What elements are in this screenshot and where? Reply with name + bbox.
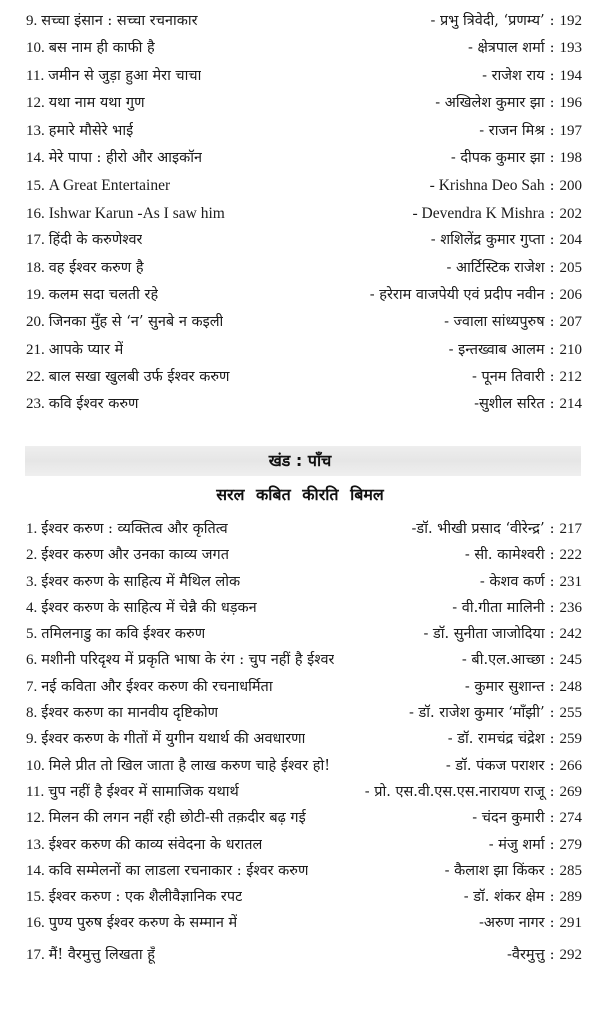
- entry-author: - चंदन कुमारी: [472, 810, 545, 827]
- entry-title: कलम सदा चलती रहे: [48, 286, 159, 303]
- entry-author: - हरेराम वाजपेयी एवं प्रदीप नवीन: [369, 286, 545, 303]
- entry-author: - अखिलेश कुमार झा: [435, 95, 545, 112]
- entry-title: सच्चा इंसान : सच्चा रचनाकार: [41, 13, 198, 29]
- entry-number: 21.: [26, 341, 45, 358]
- entry-page-number: 212: [559, 369, 582, 386]
- toc-entry[interactable]: [26, 621, 582, 647]
- toc-entry[interactable]: [26, 674, 582, 700]
- entry-page-number: 196: [559, 95, 582, 112]
- entry-separator: :: [549, 205, 555, 222]
- entry-number: 9.: [26, 731, 38, 748]
- entry-number: 17.: [26, 946, 45, 963]
- toc-entry[interactable]: [26, 942, 582, 968]
- toc-entry[interactable]: [26, 884, 582, 910]
- entry-number: 10.: [26, 40, 45, 57]
- toc-list-part-four: [26, 8, 582, 419]
- entry-author: -अरुण नागर: [478, 915, 545, 932]
- entry-title: मैं! वैरमुत्तु लिखता हूँ: [48, 946, 155, 963]
- entry-author: - सी. कामेश्वरी: [464, 547, 545, 564]
- entry-author: - राजेश राय: [482, 67, 545, 84]
- entry-title: ईश्वर करुण की काव्य संवेदना के धरातल: [48, 836, 263, 853]
- entry-page-number: 231: [559, 573, 582, 590]
- entry-page-number: 210: [559, 341, 582, 358]
- entry-title: बाल सखा खुलबी उर्फ ईश्वर करुण: [48, 369, 230, 386]
- toc-entry[interactable]: [26, 200, 582, 227]
- entry-separator: :: [549, 836, 555, 853]
- entry-author: -सुशील सरित: [474, 396, 545, 413]
- entry-page-number: 214: [559, 396, 582, 413]
- entry-separator: :: [549, 40, 555, 57]
- entry-author: - कैलाश झा किंकर: [444, 862, 545, 879]
- entry-author: - मंजु शर्मा: [488, 836, 545, 853]
- entry-title: कवि ईश्वर करुण: [48, 396, 139, 413]
- toc-entry[interactable]: [26, 832, 582, 858]
- entry-separator: :: [549, 810, 555, 827]
- entry-title: तमिलनाडु का कवि ईश्वर करुण: [41, 626, 206, 643]
- entry-number: 14.: [26, 862, 45, 879]
- entry-author: -वैरमुत्तु: [507, 946, 545, 963]
- entry-number: 15.: [26, 889, 45, 906]
- entry-author: - डॉ. राजेश कुमार ‘माँझी’: [408, 705, 545, 722]
- entry-title: ईश्वर करुण : एक शैलीवैज्ञानिक रपट: [48, 889, 243, 906]
- entry-title: पुण्य पुरुष ईश्वर करुण के सम्मान में: [48, 915, 238, 932]
- entry-page-number: 207: [559, 314, 582, 331]
- toc-entry[interactable]: [26, 63, 582, 90]
- entry-separator: :: [549, 652, 555, 669]
- entry-page-number: 248: [559, 678, 582, 695]
- entry-separator: :: [549, 862, 555, 879]
- toc-entry[interactable]: [26, 542, 582, 568]
- entry-title: कवि सम्मेलनों का लाडला रचनाकार : ईश्वर करुण: [48, 862, 309, 879]
- toc-entry[interactable]: [26, 145, 582, 172]
- entry-separator: :: [549, 95, 555, 112]
- entry-author: - क्षेत्रपाल शर्मा: [467, 40, 545, 57]
- entry-author: - प्रो. एस.वी.एस.एस.नारायण राजू: [364, 783, 545, 800]
- entry-number: 1.: [26, 521, 38, 537]
- entry-page-number: 285: [559, 862, 582, 879]
- entry-page-number: 289: [559, 889, 582, 906]
- entry-separator: :: [549, 149, 555, 166]
- entry-number: 4.: [26, 599, 38, 616]
- entry-author: - राजन मिश्र: [479, 122, 545, 139]
- entry-number: 13.: [26, 122, 45, 139]
- entry-number: 12.: [26, 810, 45, 827]
- entry-author: - डॉ. रामचंद्र चंद्रेश: [447, 731, 545, 748]
- entry-separator: :: [549, 286, 555, 303]
- entry-title: मेरे पापा : हीरो और आइकॉन: [48, 149, 203, 166]
- entry-number: 18.: [26, 259, 45, 276]
- entry-separator: :: [549, 259, 555, 276]
- entry-title: यथा नाम यथा गुण: [48, 95, 145, 112]
- entry-separator: :: [549, 396, 555, 413]
- toc-list-part-five: [26, 516, 582, 968]
- entry-page-number: 205: [559, 259, 582, 276]
- entry-page-number: 242: [559, 626, 582, 643]
- entry-page-number: 202: [559, 205, 582, 222]
- entry-number: 16.: [26, 915, 45, 932]
- toc-entry[interactable]: [26, 858, 582, 884]
- entry-author: - ज्वाला सांध्यपुरुष: [444, 314, 545, 331]
- entry-title: हिंदी के करुणेश्वर: [48, 232, 143, 249]
- entry-page-number: 200: [559, 178, 582, 195]
- entry-title: मिलन की लगन नहीं रही छोटी-सी तक़दीर बढ़ गई: [48, 810, 306, 827]
- toc-entry[interactable]: [26, 779, 582, 805]
- entry-author: - शशिलेंद्र कुमार गुप्ता: [430, 232, 545, 249]
- toc-entry[interactable]: [26, 227, 582, 254]
- toc-entry[interactable]: [26, 255, 582, 282]
- entry-number: 15.: [26, 178, 45, 195]
- entry-separator: :: [549, 67, 555, 84]
- entry-author: - Krishna Deo Sah: [429, 177, 545, 195]
- entry-number: 8.: [26, 705, 38, 722]
- entry-separator: :: [549, 314, 555, 331]
- entry-author: - आर्टिस्टिक राजेश: [446, 259, 545, 276]
- toc-entry[interactable]: [26, 391, 582, 418]
- entry-author: - दीपक कुमार झा: [450, 149, 545, 166]
- entry-separator: :: [549, 705, 555, 722]
- entry-title: जमीन से जुड़ा हुआ मेरा चाचा: [48, 67, 202, 84]
- entry-separator: :: [549, 573, 555, 590]
- entry-page-number: 198: [559, 149, 582, 166]
- entry-title: Ishwar Karun -As I saw him: [48, 204, 225, 222]
- entry-title: ईश्वर करुण के साहित्य में चेन्नै की धड़कन: [41, 599, 257, 616]
- entry-title: चुप नहीं है ईश्वर में सामाजिक यथार्थ: [48, 783, 239, 800]
- entry-separator: :: [549, 521, 555, 537]
- entry-separator: :: [549, 232, 555, 249]
- toc-entry[interactable]: [26, 118, 582, 145]
- toc-entry[interactable]: [26, 700, 582, 726]
- entry-number: 3.: [26, 573, 38, 590]
- entry-separator: :: [549, 946, 555, 963]
- entry-number: 12.: [26, 95, 45, 112]
- entry-separator: :: [549, 13, 555, 29]
- entry-author: - Devendra K Mishra: [412, 204, 545, 222]
- entry-separator: :: [549, 341, 555, 358]
- entry-separator: :: [549, 757, 555, 774]
- entry-page-number: 279: [559, 836, 582, 853]
- entry-page-number: 194: [559, 67, 582, 84]
- entry-title: मशीनी परिदृश्य में प्रकृति भाषा के रंग : चुप नहीं है ईश्वर: [41, 652, 335, 669]
- toc-entry[interactable]: [26, 805, 582, 831]
- toc-entry[interactable]: [26, 910, 582, 936]
- entry-separator: :: [549, 626, 555, 643]
- entry-separator: :: [549, 122, 555, 139]
- entry-title: नई कविता और ईश्वर करुण की रचनाधर्मिता: [41, 678, 273, 695]
- entry-author: - प्रभु त्रिवेदी, ‘प्रणम्य’: [430, 13, 545, 29]
- toc-entry[interactable]: [26, 8, 582, 35]
- entry-author: - बी.एल.आच्छा: [461, 652, 545, 669]
- entry-separator: :: [549, 599, 555, 616]
- toc-entry[interactable]: [26, 35, 582, 62]
- toc-entry[interactable]: [26, 516, 582, 542]
- section-subtitle: सरल कबित कीरति बिमल: [216, 485, 384, 504]
- entry-author: - डॉ. पंकज पराशर: [445, 757, 545, 774]
- entry-page-number: 192: [559, 13, 582, 29]
- entry-page-number: 259: [559, 731, 582, 748]
- entry-author: - डॉ. सुनीता जाजोदिया: [423, 626, 545, 643]
- entry-title: बस नाम ही काफी है: [48, 40, 155, 57]
- entry-number: 2.: [26, 547, 38, 564]
- toc-entry[interactable]: [26, 364, 582, 391]
- entry-separator: :: [549, 783, 555, 800]
- entry-title: ईश्वर करुण का मानवीय दृष्टिकोण: [41, 705, 219, 722]
- entry-separator: :: [549, 547, 555, 564]
- entry-number: 11.: [26, 783, 45, 800]
- entry-author: - डॉ. शंकर क्षेम: [463, 889, 545, 906]
- toc-entry[interactable]: [26, 309, 582, 336]
- entry-title: ईश्वर करुण और उनका काव्य जगत: [41, 547, 229, 564]
- entry-page-number: 236: [559, 599, 582, 616]
- toc-entry[interactable]: [26, 726, 582, 752]
- entry-page-number: 274: [559, 810, 582, 827]
- entry-number: 6.: [26, 652, 38, 669]
- entry-author: -डॉ. भीखी प्रसाद ‘वीरेन्द्र’: [411, 521, 545, 537]
- entry-number: 10.: [26, 757, 45, 774]
- entry-title: A Great Entertainer: [48, 177, 171, 195]
- entry-number: 13.: [26, 836, 45, 853]
- entry-page-number: 245: [559, 652, 582, 669]
- entry-page-number: 193: [559, 40, 582, 57]
- toc-entry[interactable]: [26, 595, 582, 621]
- toc-entry[interactable]: [26, 569, 582, 595]
- toc-entry[interactable]: [26, 90, 582, 117]
- entry-page-number: 197: [559, 122, 582, 139]
- entry-separator: :: [549, 369, 555, 386]
- entry-page-number: 291: [559, 915, 582, 932]
- entry-author: - वी.गीता मालिनी: [452, 599, 545, 616]
- entry-separator: :: [549, 731, 555, 748]
- entry-page-number: 217: [559, 521, 582, 537]
- entry-page-number: 255: [559, 705, 582, 722]
- entry-title: वह ईश्वर करुण है: [48, 259, 144, 276]
- toc-entry[interactable]: [26, 753, 582, 779]
- entry-number: 17.: [26, 232, 45, 249]
- entry-separator: :: [549, 178, 555, 195]
- entry-author: - इन्तख्वाब आलम: [448, 341, 545, 358]
- entry-title: ईश्वर करुण के गीतों में युगीन यथार्थ की अवधारणा: [41, 731, 306, 748]
- entry-page-number: 266: [559, 757, 582, 774]
- entry-number: 19.: [26, 286, 45, 303]
- toc-entry[interactable]: [26, 337, 582, 364]
- entry-number: 5.: [26, 626, 38, 643]
- entry-title: जिनका मुँह से ‘न’ सुनबे न कइली: [48, 314, 224, 331]
- entry-number: 20.: [26, 314, 45, 331]
- entry-title: ईश्वर करुण के साहित्य में मैथिल लोक: [41, 573, 241, 590]
- entry-number: 16.: [26, 205, 45, 222]
- entry-number: 14.: [26, 149, 45, 166]
- entry-title: मिले प्रीत तो खिल जाता है लाख करुण चाहे ईश्वर हो!: [48, 757, 331, 774]
- entry-number: 9.: [26, 13, 38, 29]
- entry-author: - पूनम तिवारी: [472, 369, 545, 386]
- entry-page-number: 269: [559, 783, 582, 800]
- entry-separator: :: [549, 889, 555, 906]
- entry-separator: :: [549, 678, 555, 695]
- entry-number: 7.: [26, 678, 38, 695]
- toc-entry[interactable]: [26, 172, 582, 199]
- entry-page-number: 204: [559, 232, 582, 249]
- entry-title: हमारे मौसेरे भाई: [48, 122, 134, 139]
- entry-title: आपके प्यार में: [48, 341, 124, 358]
- entry-number: 11.: [26, 67, 45, 84]
- entry-author: - केशव कर्ण: [479, 573, 545, 590]
- entry-page-number: 222: [559, 547, 582, 564]
- entry-title: ईश्वर करुण : व्यक्तित्व और कृतित्व: [41, 521, 228, 537]
- entry-number: 23.: [26, 396, 45, 413]
- entry-separator: :: [549, 915, 555, 932]
- entry-page-number: 292: [559, 946, 582, 963]
- toc-entry[interactable]: [26, 282, 582, 309]
- toc-entry[interactable]: [26, 647, 582, 673]
- section-label: खंड : पाँच: [268, 451, 332, 470]
- entry-author: - कुमार सुशान्त: [464, 678, 545, 695]
- entry-number: 22.: [26, 369, 45, 386]
- entry-page-number: 206: [559, 286, 582, 303]
